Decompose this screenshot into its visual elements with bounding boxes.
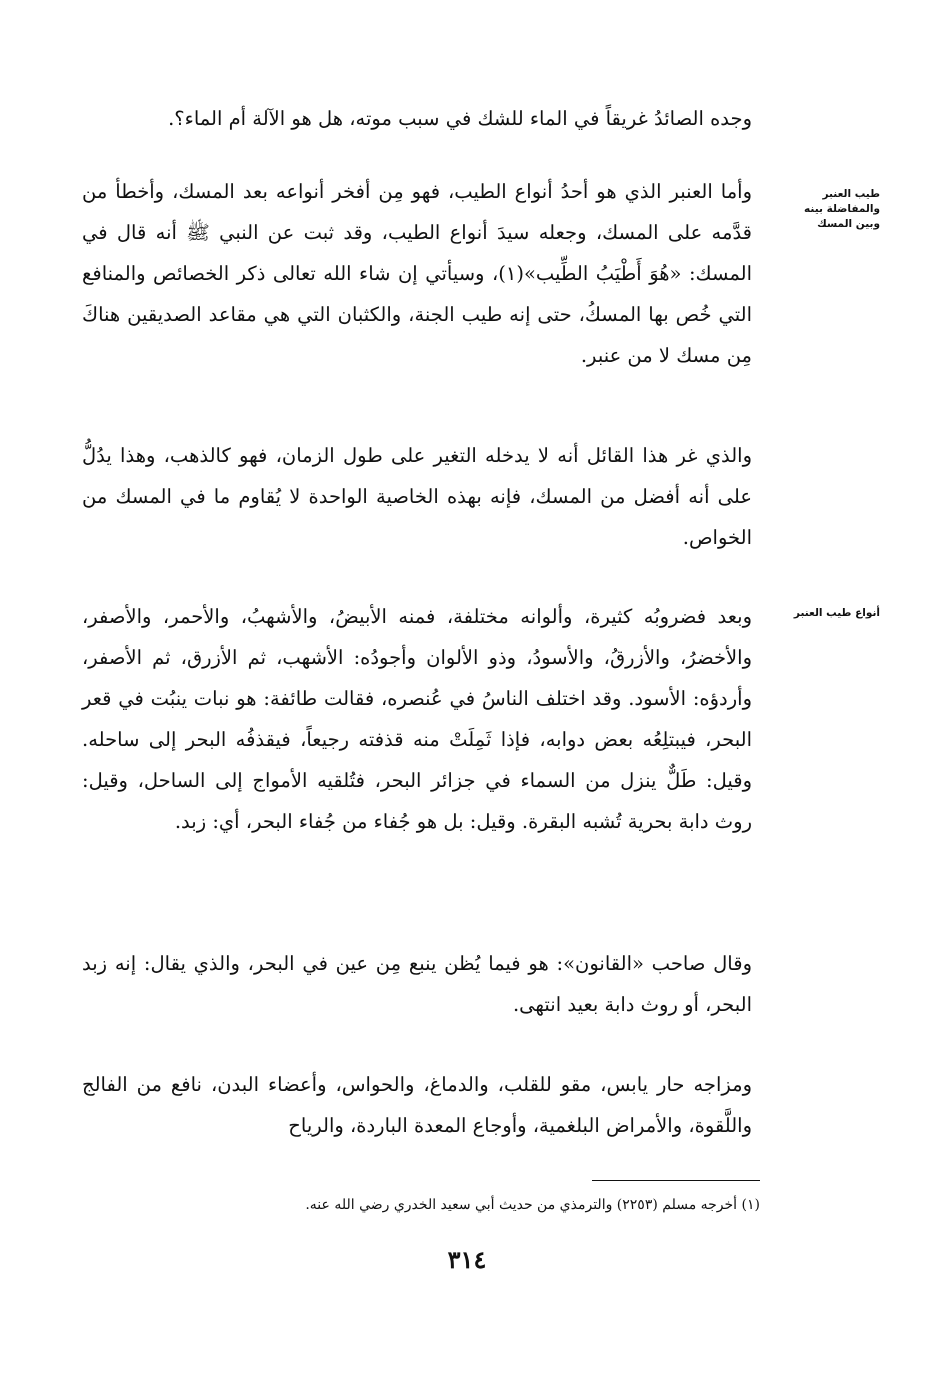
paragraph-5: وقال صاحب «القانون»: هو فيما يُظن ينبع مِن عين في البحر، والذي يقال: إنه زبد البحر، أو روث دابة بعيد انتهى. (82, 952, 752, 1016)
page-number: ٣١٤ (447, 1245, 487, 1274)
paragraph-1: وجده الصائدُ غريقاً في الماء للشك في سبب موته، هل هو الآلة أم الماء؟. (168, 107, 752, 130)
paragraph-2: وأما العنبر الذي هو أحدُ أنواع الطيب، فهو مِن أفخر أنواعه بعد المسك، وأخطأ من قدَّمه على المسك، وجعله سيدَ أنواع الطيب، وقد ثبت عن النبي ﷺ أنه قال في المسك: «هُوَ أَطْيَبُ الطِّيب»(١)، وسيأتي إن شاء الله تعالى ذكر الخصائص والمنافع التي خُص بها المسكُ، حتى إنه طيب الجنة، والكثبان التي هي مقاعد الصديقين هناكَ مِن مسك لا من عنبر. (82, 180, 752, 367)
paragraph-6: ومزاجه حار يابس، مقو للقلب، والدماغ، والحواس، وأعضاء البدن، نافع من الفالج واللَّقوة، والأمراض البلغمية، وأوجاع المعدة الباردة، والرياح (82, 1073, 752, 1137)
paragraph-3: والذي غر هذا القائل أنه لا يدخله التغير على طول الزمان، فهو كالذهب، وهذا يدُلُّ على أنه أفضل من المسك، فإنه بهذه الخاصية الواحدة لا يُقاوم ما في المسك من الخواص. (82, 444, 752, 549)
footnote: (١) أخرجه مسلم (٢٢٥٣) والترمذي من حديث أبي سعيد الخدري رضي الله عنه. (305, 1197, 760, 1213)
footnote-separator (592, 1180, 760, 1181)
paragraph-4: وبعد فضروبُه كثيرة، وألوانه مختلفة، فمنه الأبيضُ، والأشهبُ، والأحمر، والأصفر، والأخضرُ، والأزرقُ، والأسودُ، وذو الألوان وأجودُه: الأشهب، ثم الأزرق، ثم الأصفر، وأردؤه: الأسود. وقد اختلف الناسُ في عُنصره، فقالت طائفة: هو نبات ينبُت في قعر البحر، فيبتلِعُه بعض دوابه، فإذا ثَمِلَتْ منه قذفته رجيعاً، فيقذفُه البحر إلى ساحله. وقيل: طَلٌّ ينزل من السماء في جزائر البحر، فتُلقيه الأمواج إلى الساحل، وقيل: روث دابة بحرية تُشبه البقرة. وقيل: بل هو جُفاء من جُفاء البحر، أي: زبد. (82, 605, 752, 833)
margin-note-amber-types: أنواع طيب العنبر (793, 607, 880, 619)
margin-note-amber-comparison: طيب العنبر والمفاضلة بينه وبين المسك (804, 188, 880, 230)
